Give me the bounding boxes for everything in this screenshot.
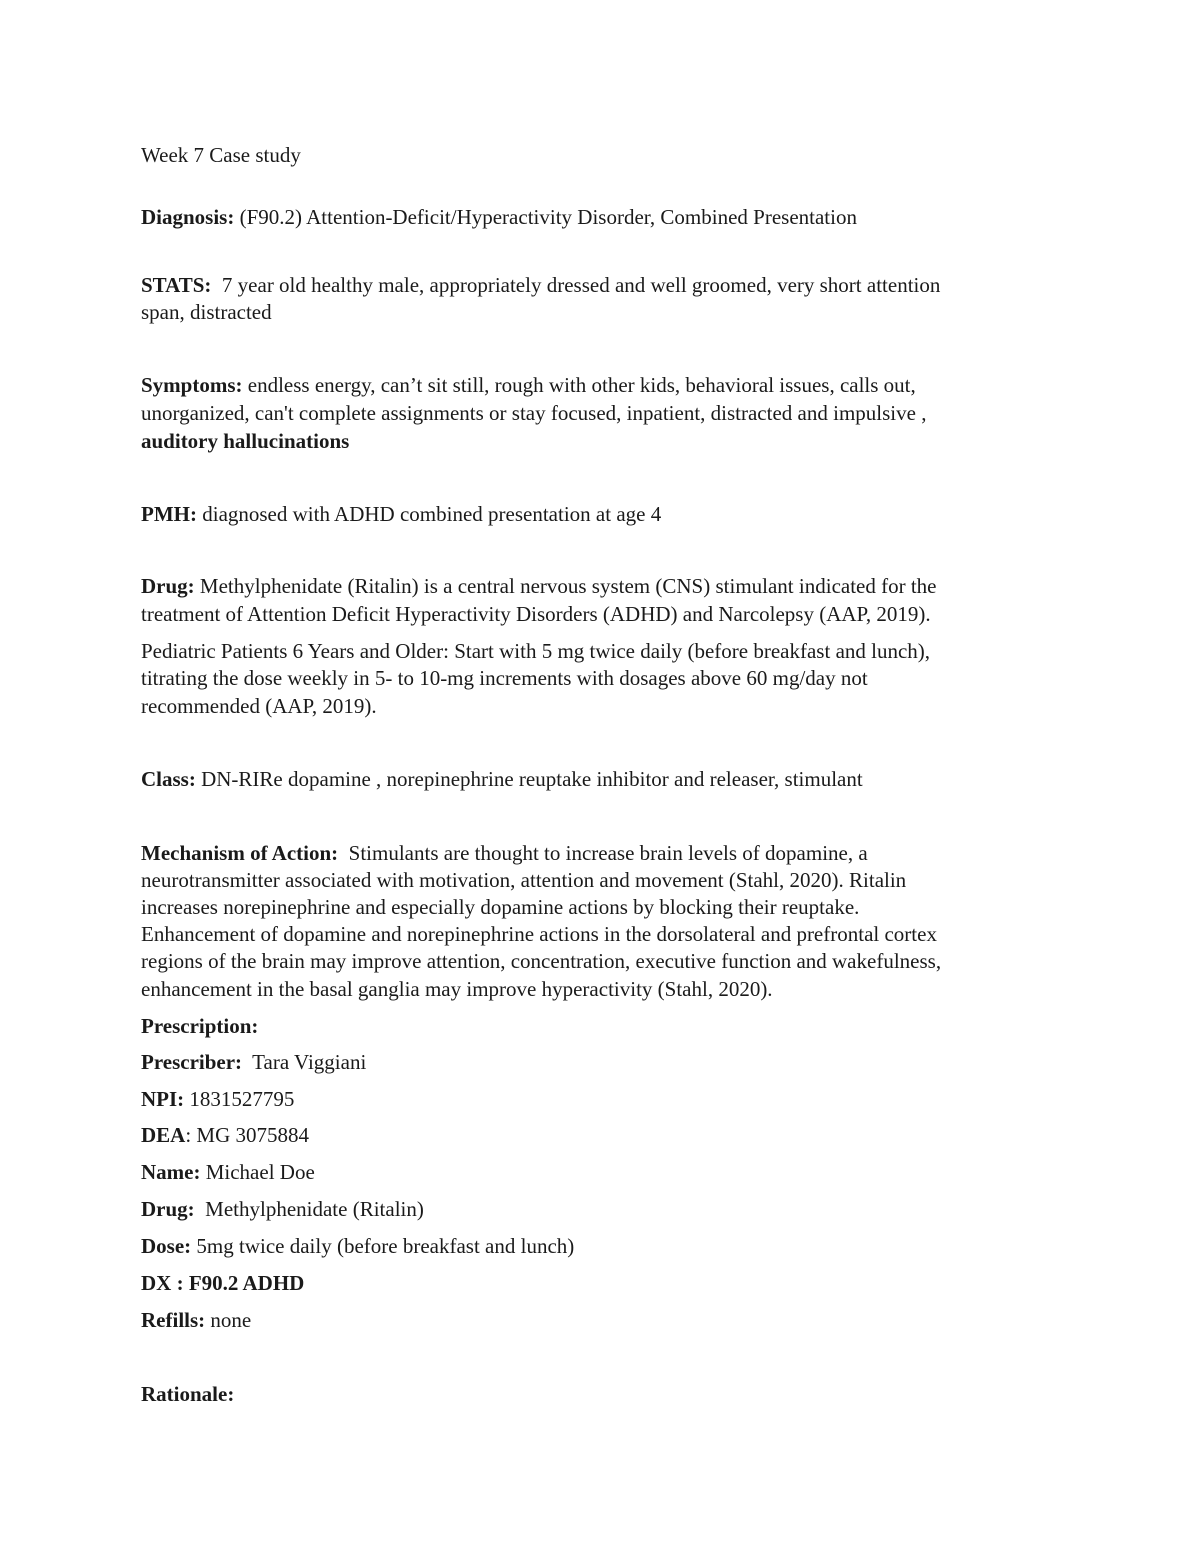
npi-label: NPI: bbox=[141, 1087, 185, 1111]
npi-line bbox=[141, 1086, 294, 1113]
moa-line-6: enhancement in the basal ganglia may improve hyperactivity (Stahl, 2020). bbox=[141, 977, 773, 1001]
symptoms-line-2: unorganized, can't complete assignments or stay focused, inpatient, distracted and impulsive , bbox=[141, 401, 927, 425]
npi-value: 1831527795 bbox=[184, 1087, 295, 1111]
symptoms-text-1: endless energy, can’t sit still, rough with other kids, behavioral issues, calls out, bbox=[242, 373, 916, 397]
class-label: Class: bbox=[141, 767, 196, 791]
drug-line-4: titrating the dose weekly in 5- to 10-mg increments with dosages above 60 mg/day not bbox=[141, 666, 868, 690]
drug-line-1 bbox=[141, 573, 937, 600]
prescriber-value: Tara Viggiani bbox=[242, 1050, 367, 1074]
moa-text-1: Stimulants are thought to increase brain levels of dopamine, a bbox=[338, 841, 868, 865]
moa-line-1 bbox=[141, 840, 868, 867]
drug-label: Drug: bbox=[141, 574, 195, 598]
rx-drug-value: Methylphenidate (Ritalin) bbox=[194, 1197, 424, 1221]
pmh-label: PMH: bbox=[141, 502, 197, 526]
symptoms-line-1 bbox=[141, 372, 916, 399]
diagnosis-text: (F90.2) Attention-Deficit/Hyperactivity Disorder, Combined Presentation bbox=[234, 205, 857, 229]
name-value: Michael Doe bbox=[200, 1160, 315, 1184]
pmh-line bbox=[141, 501, 661, 528]
stats-label: STATS: bbox=[141, 273, 212, 297]
rx-drug-label: Drug: bbox=[141, 1197, 195, 1221]
name-label: Name: bbox=[141, 1160, 201, 1184]
symptoms-line-3: auditory hallucinations bbox=[141, 429, 350, 453]
drug-text-1: Methylphenidate (Ritalin) is a central nervous system (CNS) stimulant indicated for the bbox=[194, 574, 937, 598]
dea-label: DEA bbox=[141, 1123, 186, 1147]
prescription-heading: Prescription: bbox=[141, 1014, 259, 1038]
moa-line-3: increases norepinephrine and especially dopamine actions by blocking their reuptake. bbox=[141, 895, 860, 919]
refills-label: Refills: bbox=[141, 1308, 206, 1332]
dose-line bbox=[141, 1233, 574, 1260]
moa-line-4: Enhancement of dopamine and norepinephrine actions in the dorsolateral and prefrontal cortex bbox=[141, 922, 937, 946]
refills-value: none bbox=[205, 1308, 252, 1332]
document-title: Week 7 Case study bbox=[141, 143, 301, 167]
drug-line-5: recommended (AAP, 2019). bbox=[141, 694, 377, 718]
moa-label: Mechanism of Action: bbox=[141, 841, 339, 865]
drug-line-2: treatment of Attention Deficit Hyperactivity Disorders (ADHD) and Narcolepsy (AAP, 2019). bbox=[141, 602, 931, 626]
rationale-heading: Rationale: bbox=[141, 1382, 235, 1406]
symptoms-label: Symptoms: bbox=[141, 373, 243, 397]
prescriber-label: Prescriber: bbox=[141, 1050, 243, 1074]
pmh-text: diagnosed with ADHD combined presentation at age 4 bbox=[196, 502, 662, 526]
prescriber-line bbox=[141, 1049, 366, 1076]
stats-line-1 bbox=[141, 272, 940, 299]
diagnosis-line bbox=[141, 204, 857, 231]
name-line bbox=[141, 1159, 315, 1186]
stats-text-1: 7 year old healthy male, appropriately dressed and well groomed, very short attention bbox=[211, 273, 941, 297]
dose-label: Dose: bbox=[141, 1234, 192, 1258]
class-text: DN-RIRe dopamine , norepinephrine reuptake inhibitor and releaser, stimulant bbox=[195, 767, 863, 791]
diagnosis-label: Diagnosis: bbox=[141, 205, 235, 229]
moa-line-5: regions of the brain may improve attention, concentration, executive function and wakefulness, bbox=[141, 949, 942, 973]
dx-line: DX : F90.2 ADHD bbox=[141, 1271, 305, 1295]
moa-line-2: neurotransmitter associated with motivation, attention and movement (Stahl, 2020). Ritalin bbox=[141, 868, 907, 892]
refills-line bbox=[141, 1307, 251, 1334]
drug-line-3: Pediatric Patients 6 Years and Older: Start with 5 mg twice daily (before breakfast and lunch), bbox=[141, 639, 931, 663]
stats-line-2: span, distracted bbox=[141, 300, 272, 324]
dea-value: : MG 3075884 bbox=[185, 1123, 310, 1147]
dea-line bbox=[141, 1122, 309, 1149]
class-line bbox=[141, 766, 863, 793]
dose-value: 5mg twice daily (before breakfast and lunch) bbox=[191, 1234, 575, 1258]
rx-drug-line bbox=[141, 1196, 424, 1223]
